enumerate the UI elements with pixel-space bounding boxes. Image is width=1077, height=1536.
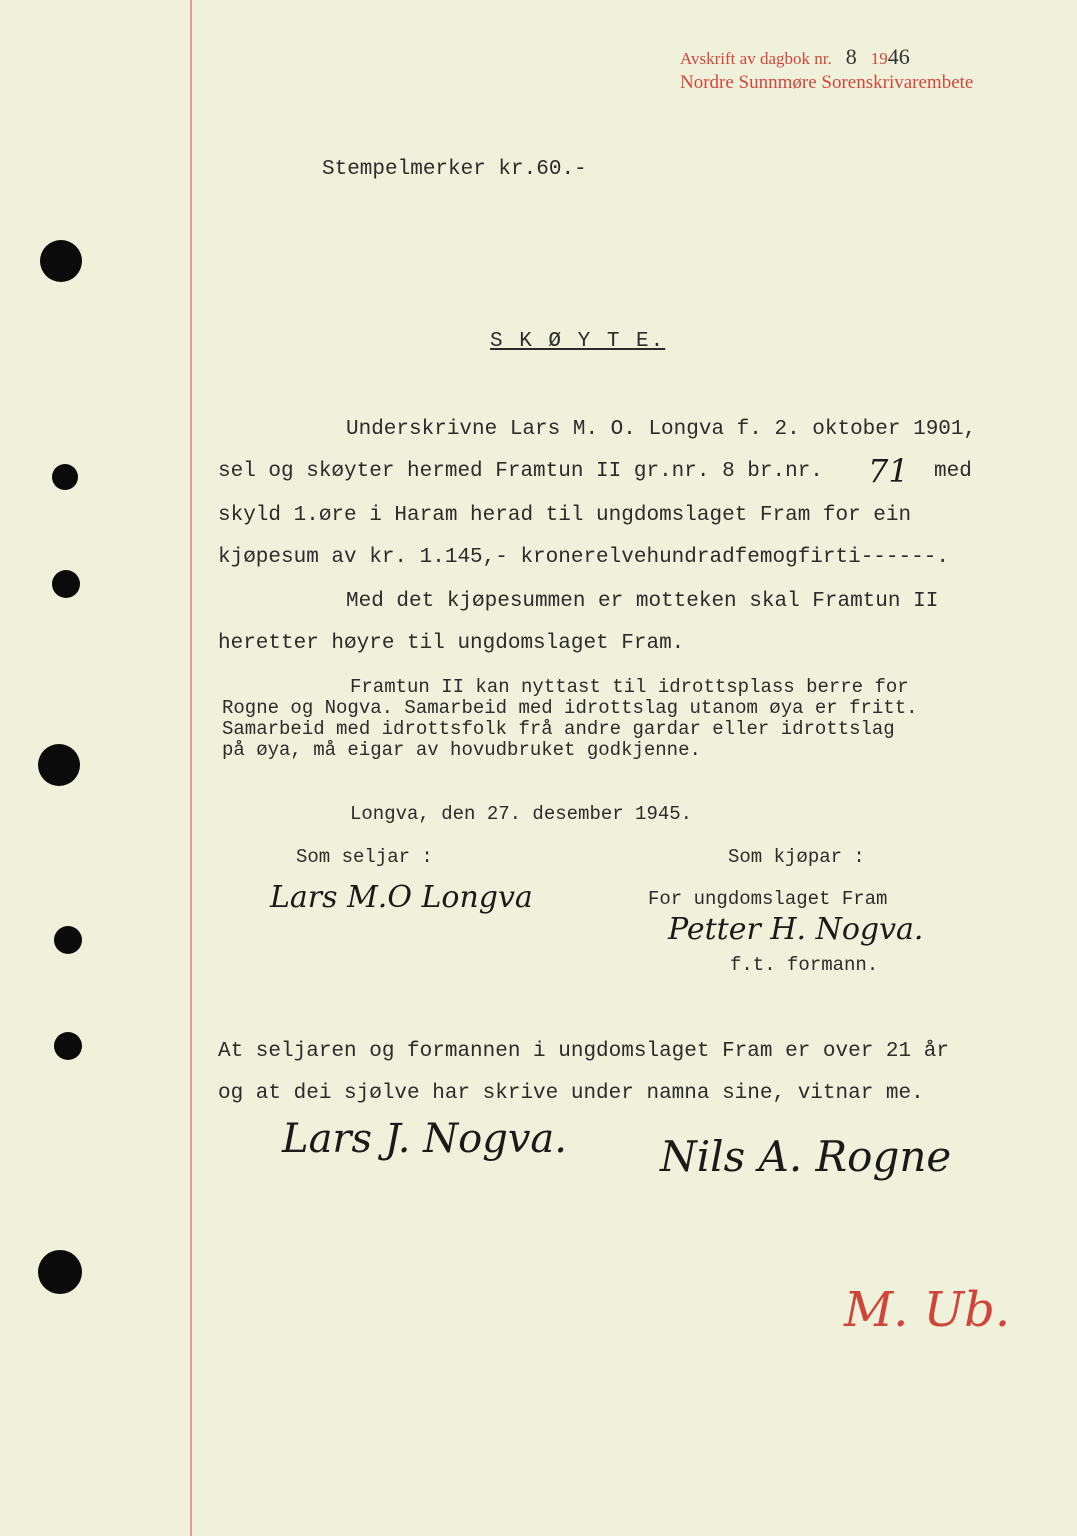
body-line: sel og skøyter hermed Framtun II gr.nr. 8 br.nr. (218, 460, 823, 483)
buyer-organization: For ungdomslaget Fram (648, 888, 888, 910)
witness-signature: Lars J. Nogva. (282, 1116, 567, 1162)
red-initials: M. Ub. (844, 1282, 1011, 1338)
body-line: heretter høyre til ungdomslaget Fram. (218, 632, 685, 655)
registry-office: Nordre Sunnmøre Sorenskrivarembete (680, 72, 974, 93)
registry-number: 8 (845, 44, 857, 69)
body-line: skyld 1.øre i Haram herad til ungdomslaget Fram for ein (218, 504, 912, 527)
document-title: S K Ø Y T E. (490, 330, 666, 353)
body-line: Underskrivne Lars M. O. Longva f. 2. oktober 1901, (346, 418, 977, 441)
witness-line: At seljaren og formannen i ungdomslaget Fram er over 21 år (218, 1040, 949, 1063)
red-margin-line (190, 0, 192, 1536)
punch-hole (38, 744, 80, 786)
punch-hole (38, 1250, 82, 1294)
registry-stamp-header (680, 44, 973, 94)
clause-line: Samarbeid med idrottsfolk frå andre gardar eller idrottslag (222, 718, 895, 740)
registry-year-prefix: 19 (870, 49, 888, 68)
buyer-signature: Petter H. Nogva. (668, 912, 924, 947)
seller-signature: Lars M.O Longva (270, 880, 533, 915)
body-line: Med det kjøpesummen er motteken skal Framtun II (346, 590, 939, 613)
clause-line: på øya, må eigar av hovudbruket godkjenne. (222, 739, 701, 761)
body-line-tail: med (934, 460, 972, 483)
seller-label: Som seljar : (296, 846, 433, 868)
buyer-label: Som kjøpar : (728, 846, 865, 868)
buyer-title: f.t. formann. (730, 954, 879, 976)
registry-year-suffix: 46 (887, 44, 910, 69)
handwritten-br-nr: 71 (868, 452, 909, 490)
punch-hole (54, 926, 82, 954)
punch-hole (54, 1032, 82, 1060)
punch-hole (52, 570, 80, 598)
witness-signature: Nils A. Rogne (660, 1132, 952, 1181)
punch-hole (40, 240, 82, 282)
witness-line: og at dei sjølve har skrive under namna sine, vitnar me. (218, 1082, 924, 1105)
body-line: kjøpesum av kr. 1.145,- kronerelvehundradfemogfirti------. (218, 546, 949, 569)
clause-line: Rogne og Nogva. Samarbeid med idrottslag utanom øya er fritt. (222, 697, 918, 719)
stamp-duty-line: Stempelmerker kr.60.- (322, 158, 587, 181)
registry-label: Avskrift av dagbok nr. (680, 49, 832, 68)
clause-line: Framtun II kan nyttast til idrottsplass berre for (350, 676, 909, 698)
punch-hole (52, 464, 78, 490)
place-date: Longva, den 27. desember 1945. (350, 803, 693, 825)
